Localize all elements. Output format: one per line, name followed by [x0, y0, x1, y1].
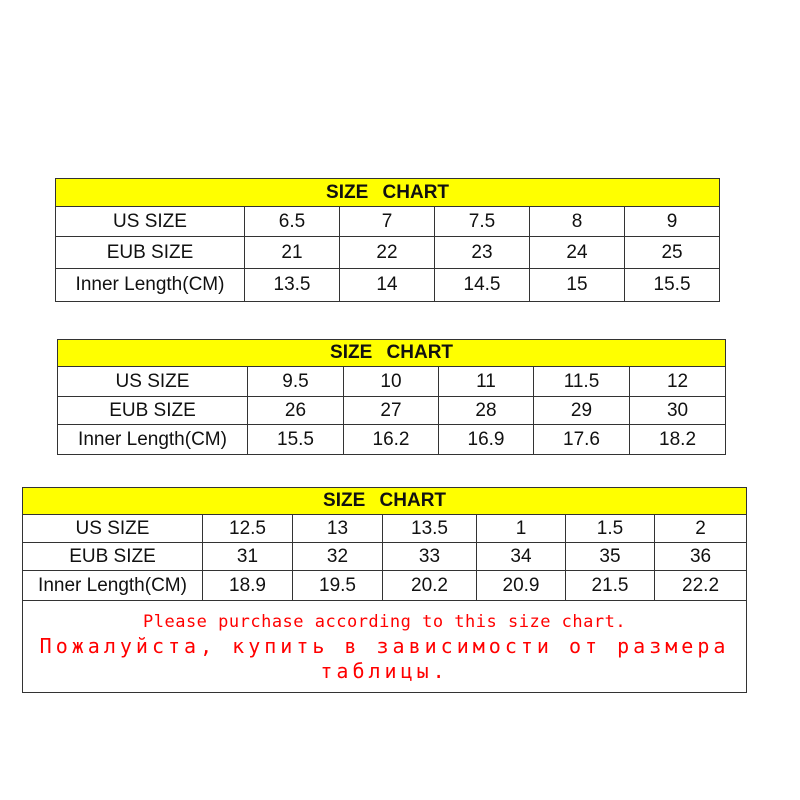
size-cell: 2 — [655, 515, 747, 543]
size-cell: 14 — [340, 269, 435, 302]
row-label: EUB SIZE — [56, 237, 245, 269]
size-cell: 29 — [534, 397, 630, 425]
size-cell: 13 — [293, 515, 383, 543]
size-cell: 14.5 — [435, 269, 530, 302]
size-cell: 17.6 — [534, 425, 630, 455]
size-cell: 26 — [248, 397, 344, 425]
size-cell: 12.5 — [203, 515, 293, 543]
size-cell: 18.2 — [630, 425, 726, 455]
size-cell: 20.9 — [477, 571, 566, 601]
size-cell: 33 — [383, 543, 477, 571]
size-cell: 31 — [203, 543, 293, 571]
size-cell: 10 — [344, 367, 439, 397]
row-label: Inner Length(CM) — [23, 571, 203, 601]
size-cell: 9.5 — [248, 367, 344, 397]
size-cell: 7.5 — [435, 207, 530, 237]
size-cell: 32 — [293, 543, 383, 571]
size-cell: 35 — [566, 543, 655, 571]
size-cell: 11.5 — [534, 367, 630, 397]
size-cell: 9 — [625, 207, 720, 237]
size-cell: 13.5 — [383, 515, 477, 543]
size-cell: 22 — [340, 237, 435, 269]
size-cell: 21 — [245, 237, 340, 269]
row-label: Inner Length(CM) — [56, 269, 245, 302]
size-cell: 25 — [625, 237, 720, 269]
table-row-eub-size — [58, 397, 726, 425]
size-cell: 23 — [435, 237, 530, 269]
purchase-note-russian: Пожалуйста, купить в зависимости от размера таблицы. — [39, 633, 730, 683]
row-label: EUB SIZE — [23, 543, 203, 571]
size-cell: 34 — [477, 543, 566, 571]
row-label: US SIZE — [23, 515, 203, 543]
table-row-inner-length — [56, 269, 720, 302]
purchase-note — [23, 601, 747, 693]
size-cell: 15.5 — [248, 425, 344, 455]
row-label: US SIZE — [56, 207, 245, 237]
table-row-eub-size — [23, 543, 747, 571]
size-chart-title: SIZE CHART — [56, 179, 720, 207]
size-cell: 21.5 — [566, 571, 655, 601]
table-row-inner-length — [58, 425, 726, 455]
size-cell: 16.9 — [439, 425, 534, 455]
size-chart-table-2 — [57, 339, 726, 455]
table-row-us-size — [58, 367, 726, 397]
size-cell: 15 — [530, 269, 625, 302]
size-cell: 24 — [530, 237, 625, 269]
table-row-us-size — [56, 207, 720, 237]
size-cell: 13.5 — [245, 269, 340, 302]
size-chart-title: SIZE CHART — [58, 340, 726, 367]
table-row-eub-size — [56, 237, 720, 269]
table-row-us-size — [23, 515, 747, 543]
size-cell: 15.5 — [625, 269, 720, 302]
size-cell: 7 — [340, 207, 435, 237]
table-row-inner-length — [23, 571, 747, 601]
size-cell: 19.5 — [293, 571, 383, 601]
purchase-note-english: Please purchase according to this size chart. — [143, 611, 627, 632]
row-label: US SIZE — [58, 367, 248, 397]
size-chart-table-3 — [22, 487, 747, 693]
size-cell: 1 — [477, 515, 566, 543]
size-cell: 20.2 — [383, 571, 477, 601]
size-cell: 27 — [344, 397, 439, 425]
size-cell: 12 — [630, 367, 726, 397]
size-cell: 36 — [655, 543, 747, 571]
size-cell: 1.5 — [566, 515, 655, 543]
size-cell: 11 — [439, 367, 534, 397]
size-cell: 18.9 — [203, 571, 293, 601]
row-label: EUB SIZE — [58, 397, 248, 425]
size-chart-table-1 — [55, 178, 720, 302]
size-cell: 16.2 — [344, 425, 439, 455]
size-cell: 8 — [530, 207, 625, 237]
size-chart-title: SIZE CHART — [23, 488, 747, 515]
size-cell: 22.2 — [655, 571, 747, 601]
row-label: Inner Length(CM) — [58, 425, 248, 455]
size-cell: 30 — [630, 397, 726, 425]
size-cell: 28 — [439, 397, 534, 425]
size-cell: 6.5 — [245, 207, 340, 237]
